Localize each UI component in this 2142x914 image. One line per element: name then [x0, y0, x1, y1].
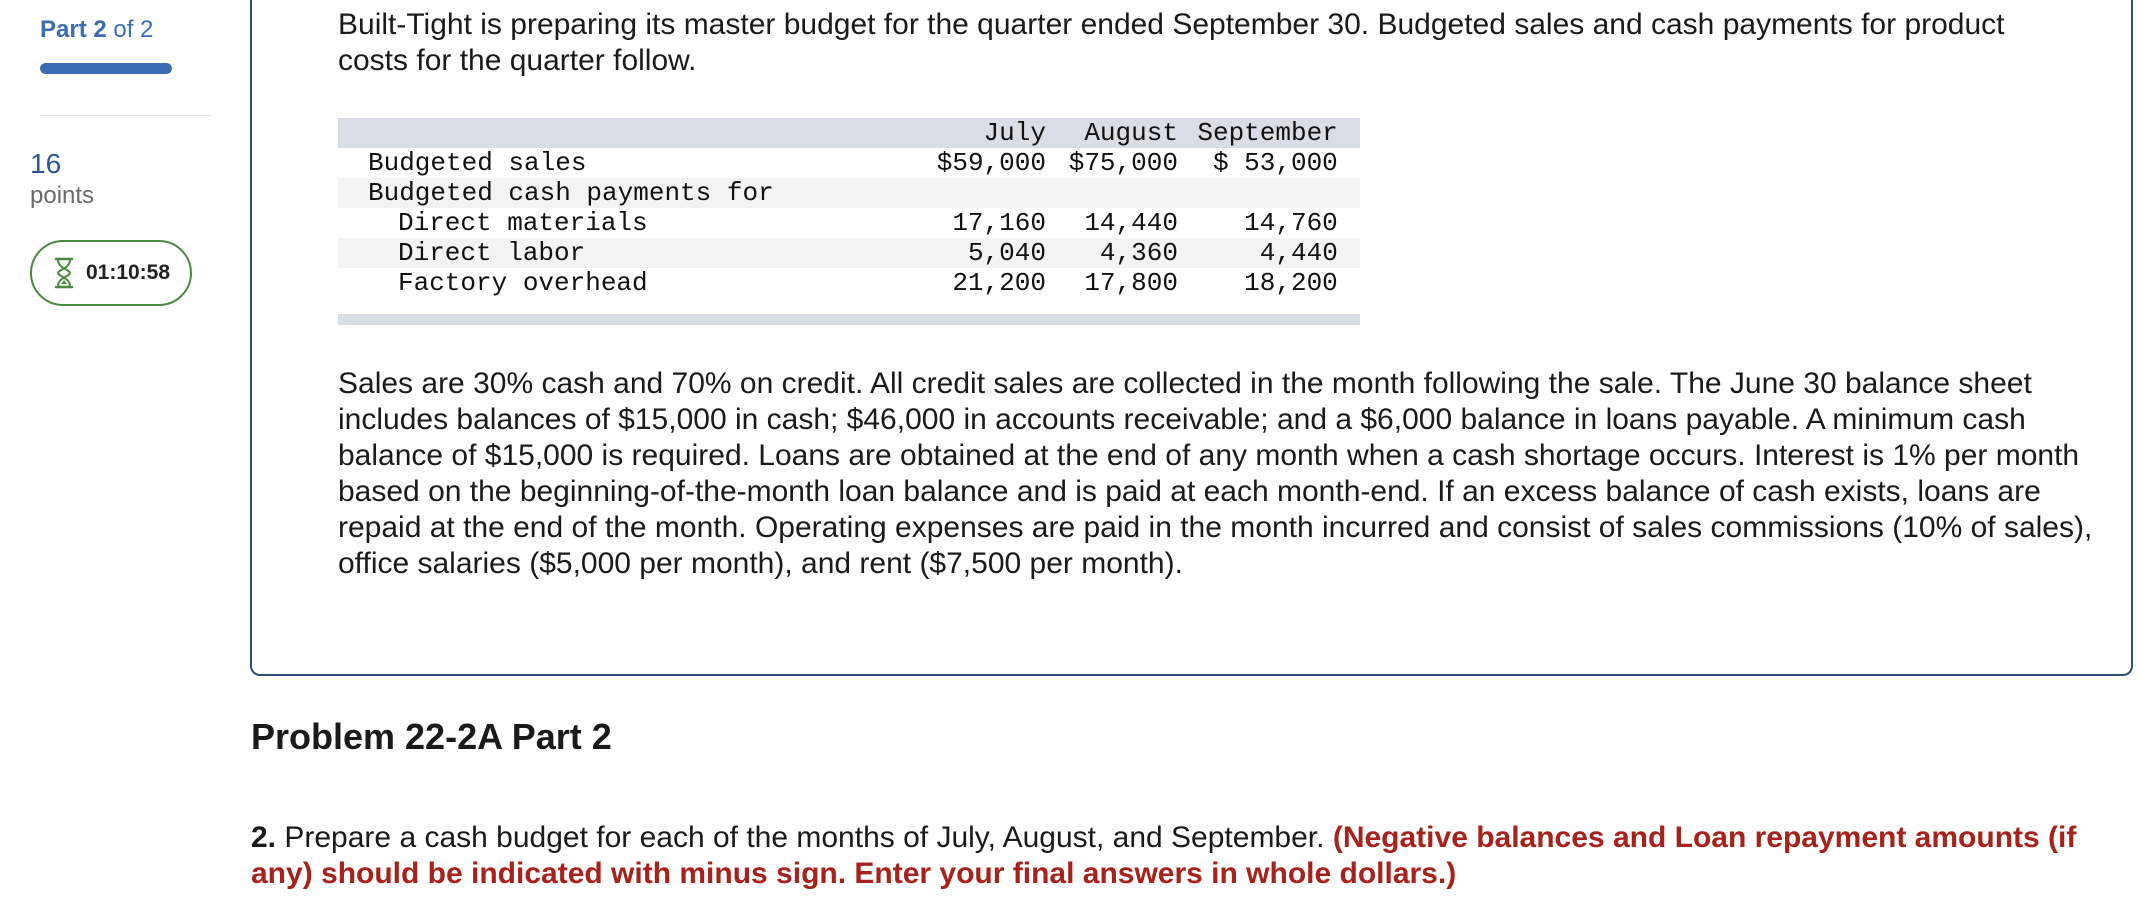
table-row: [338, 238, 1360, 268]
table-spacer-row: [338, 298, 1360, 314]
part-progress-bar: [40, 63, 172, 74]
instruction-note: (Negative balances and Loan repayment amounts (if any) should be indicated with minus sign. Enter your final answers in whole dollars.): [251, 821, 2077, 890]
cell-september: [1178, 178, 1338, 208]
row-label: Direct labor: [398, 238, 586, 268]
timer-text: 01:10:58: [85, 261, 171, 284]
row-label: Budgeted sales: [368, 148, 587, 178]
cell-september: 4,440: [1259, 238, 1338, 268]
cell-july: 17,160: [952, 208, 1046, 238]
problem-instruction: [251, 820, 2111, 892]
row-label: Direct materials: [398, 208, 648, 238]
part-suffix: of 2: [113, 16, 154, 43]
part-indicator: [40, 16, 153, 44]
hourglass-icon: [52, 257, 76, 289]
timer-button[interactable]: [30, 240, 192, 306]
sidebar-divider: [40, 115, 210, 116]
table-row: [338, 178, 1360, 208]
table-header-july: July: [983, 118, 1046, 148]
problem-title: Problem 22-2A Part 2: [251, 716, 612, 757]
table-row: [338, 268, 1360, 298]
cell-july: 21,200: [952, 268, 1046, 298]
cell-august: $75,000: [1068, 148, 1178, 178]
step-number: 2.: [251, 821, 277, 854]
table-row: [338, 148, 1360, 178]
part-label: Part 2: [40, 16, 107, 43]
cell-july: $59,000: [936, 148, 1046, 178]
instruction-text: Prepare a cash budget for each of the months of July, August, and September.: [284, 821, 1325, 854]
cell-august: 4,360: [1099, 238, 1178, 268]
points-value: 16: [30, 148, 62, 179]
table-header-pad: [1338, 118, 1360, 148]
row-label: Budgeted cash payments for: [368, 178, 774, 208]
cell-july: [915, 178, 1046, 208]
row-label: Factory overhead: [398, 268, 648, 298]
points-label: points: [30, 182, 95, 209]
cell-august: 14,440: [1084, 208, 1178, 238]
table-footer-bar: [338, 314, 1360, 325]
cell-july: 5,040: [967, 238, 1046, 268]
cell-august: [1046, 178, 1178, 208]
sidebar: [0, 0, 215, 914]
table-header-august: August: [1084, 118, 1178, 148]
table-row: [338, 208, 1360, 238]
question-intro: Built-Tight is preparing its master budget for the quarter ended September 30. Budgeted sales and cash payments for product costs for the quarter follow.: [338, 8, 2005, 77]
part-progress-fill: [40, 63, 172, 74]
table-header-september: September: [1197, 118, 1338, 148]
question-details: Sales are 30% cash and 70% on credit. All credit sales are collected in the month following the sale. The June 30 balance sheet includes balances of $15,000 in cash; $46,000 in accounts receivable; and a $6,000 balance in loans payable. A minimum cash balance of $15,000 is required. Loans are obtained at the end of any month when a cash shortage occurs. Interest is 1% per month based on the beginning-of-the-month loan balance and is paid at each month-end. If an excess balance of cash exists, loans are repaid at the end of the month. Operating expenses are paid in the month incurred and consist of sales commissions (10% of sales), office salaries ($5,000 per month), and rent ($7,500 per month).: [338, 367, 2093, 580]
table-header-blank: [338, 118, 915, 148]
cell-september: $ 53,000: [1212, 148, 1338, 178]
cell-september: 18,200: [1244, 268, 1338, 298]
question-panel: [250, 0, 2133, 676]
cell-september: 14,760: [1244, 208, 1338, 238]
cell-august: 17,800: [1084, 268, 1178, 298]
budget-table: [338, 118, 1360, 325]
table-header-row: [338, 118, 1360, 148]
